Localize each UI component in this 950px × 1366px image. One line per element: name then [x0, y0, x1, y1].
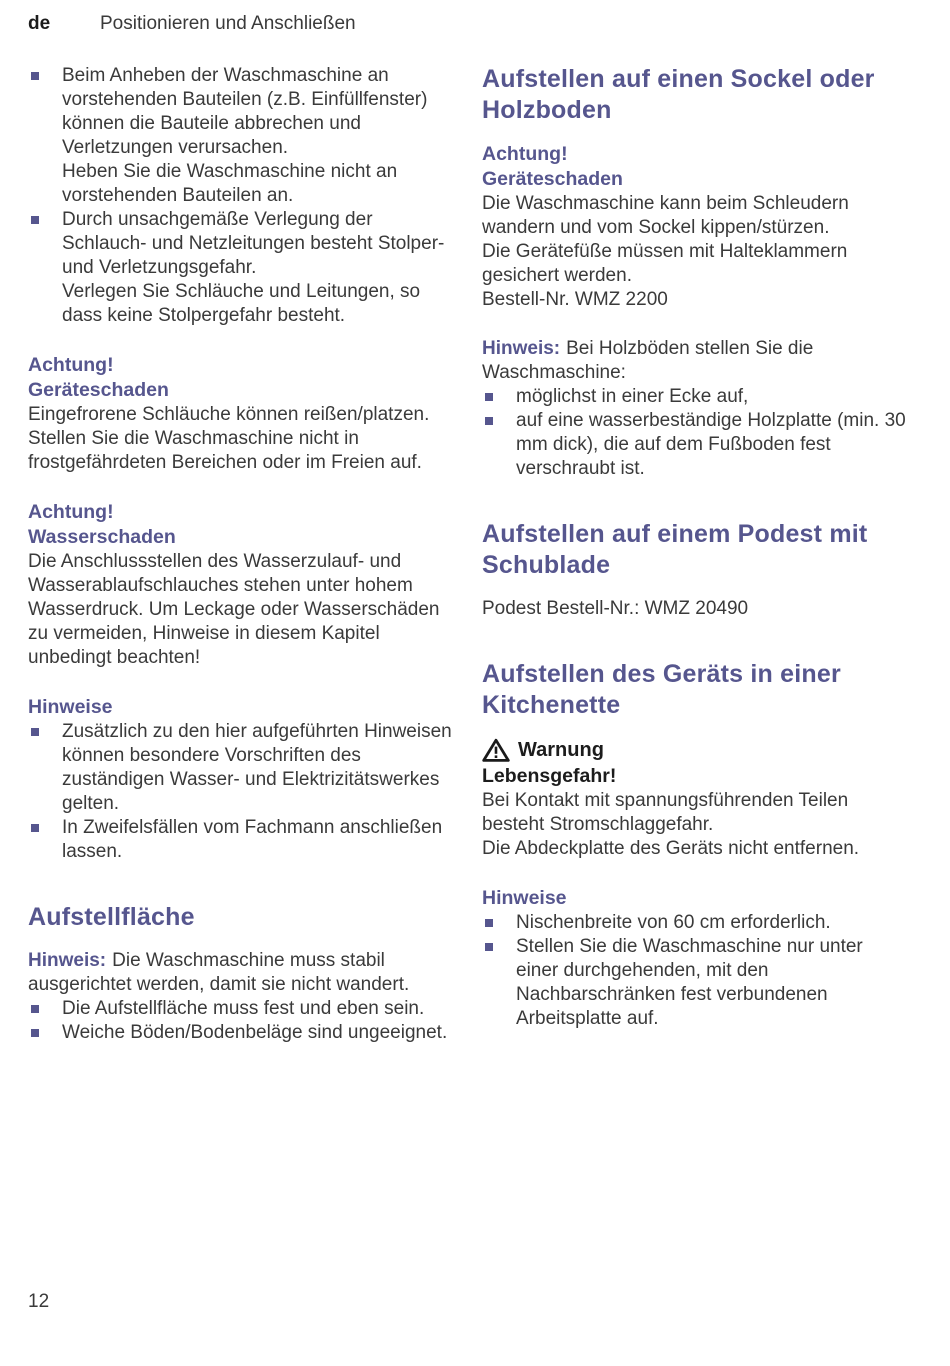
bullet-square-icon — [31, 728, 39, 736]
bullet-text-group — [516, 385, 748, 409]
list-item — [28, 1021, 452, 1045]
attention-section-water — [28, 500, 452, 670]
notes-heading: Hinweise — [28, 696, 113, 718]
bullet-text-group — [62, 1021, 447, 1045]
attention-section-plinth — [482, 142, 906, 312]
notes-bullet-list — [28, 720, 452, 864]
bullet-text: möglichst in einer Ecke auf, — [516, 386, 749, 407]
paragraph: Die Abdeckplatte des Geräts nicht entfernen. — [482, 838, 860, 859]
kitchenette-notes-section — [482, 886, 906, 1031]
left-column — [28, 64, 452, 1045]
page-number: 12 — [28, 1291, 50, 1312]
warning-header — [482, 737, 906, 763]
section-title-kitchenette: Aufstellen des Geräts in einer Kitchenette — [482, 660, 841, 719]
surface-bullet-list — [28, 997, 452, 1045]
section-title-sockel: Aufstellen auf einen Sockel oder Holzboden — [482, 65, 875, 124]
bullet-text-group — [62, 208, 452, 328]
bullet-text: Weiche Böden/Bodenbeläge sind ungeeignet. — [62, 1022, 448, 1043]
list-item — [482, 385, 906, 409]
bullet-text: auf eine wasserbeständige Holzplatte (min. 30 mm dick), die auf dem Fußboden fest verschraubt ist. — [516, 410, 906, 479]
bullet-text: Die Aufstellfläche muss fest und eben sein. — [62, 998, 425, 1019]
paragraph: Die Waschmaschine kann beim Schleudern wandern und vom Sockel kippen/stürzen. — [482, 193, 849, 238]
paragraph: Die Anschlussstellen des Wasserzulauf- und Wasserablaufschlauches stehen unter hohem Wasserdruck. Um Leckage oder Wasserschäden zu vermeiden, Hinweise in diesem Kapitel unbedingt beachten! — [28, 551, 440, 668]
bullet-text-group — [62, 720, 452, 816]
list-item — [482, 935, 906, 1031]
list-item — [28, 720, 452, 816]
bullet-text-group — [62, 816, 452, 864]
content-columns — [28, 64, 906, 1045]
paragraph: Eingefrorene Schläuche können reißen/platzen. — [28, 404, 430, 425]
bullet-square-icon — [31, 1029, 39, 1037]
bullet-square-icon — [485, 393, 493, 401]
section-title-aufstellflaeche: Aufstellfläche — [28, 903, 195, 931]
bullet-square-icon — [31, 216, 39, 224]
warning-block — [482, 737, 906, 861]
note-label: Hinweis: — [28, 950, 107, 971]
bullet-square-icon — [485, 417, 493, 425]
note-paragraph — [28, 949, 452, 997]
list-item — [482, 911, 906, 935]
bullet-square-icon — [31, 72, 39, 80]
paragraph: Die Gerätefüße müssen mit Halteklammern gesichert werden. — [482, 241, 848, 286]
section-title-podest: Aufstellen auf einem Podest mit Schublade — [482, 520, 868, 579]
bullet-text-group — [62, 997, 424, 1021]
notes-heading: Hinweise — [482, 887, 567, 909]
bullet-text: Nischenbreite von 60 cm erforderlich. — [516, 912, 831, 933]
bullet-square-icon — [31, 824, 39, 832]
bullet-text: Heben Sie die Waschmaschine nicht an vorstehenden Bauteilen an. — [62, 161, 398, 206]
notes-section — [28, 695, 452, 864]
bullet-square-icon — [485, 943, 493, 951]
list-item — [28, 208, 452, 328]
list-item — [28, 997, 452, 1021]
warning-bullet-list — [28, 64, 452, 328]
bullet-text: Stellen Sie die Waschmaschine nur unter einer durchgehenden, mit den Nachbarschränken fest verbundenen Arbeitsplatte auf. — [516, 936, 863, 1029]
list-item — [28, 816, 452, 864]
bullet-text-group — [516, 409, 906, 481]
bullet-text: Beim Anheben der Waschmaschine an vorstehenden Bauteilen (z.B. Einfüllfenster) können die Bauteile abbrechen und Verletzungen verursachen. — [62, 65, 428, 158]
attention-subheading: Geräteschaden — [28, 379, 169, 401]
attention-subheading: Geräteschaden — [482, 168, 623, 190]
attention-heading: Achtung! — [482, 143, 568, 165]
paragraph: Stellen Sie die Waschmaschine nicht in frostgefährdeten Bereichen oder im Freien auf. — [28, 428, 422, 473]
plinth-bullet-list — [482, 385, 906, 481]
bullet-square-icon — [31, 1005, 39, 1013]
bullet-square-icon — [485, 919, 493, 927]
bullet-text: Durch unsachgemäße Verlegung der Schlauch- und Netzleitungen besteht Stolper- und Verletzungsgefahr. — [62, 209, 445, 278]
language-code: de — [28, 13, 51, 34]
warning-subtitle: Lebensgefahr! — [482, 765, 617, 787]
attention-heading: Achtung! — [28, 501, 114, 523]
right-column — [482, 64, 906, 1045]
page-header — [28, 12, 906, 36]
attention-section-frost — [28, 353, 452, 475]
note-label: Hinweis: — [482, 338, 561, 359]
warning-label: Warnung — [518, 739, 604, 761]
bullet-text-group — [62, 64, 452, 208]
bullet-text-group — [516, 911, 831, 935]
list-item — [482, 409, 906, 481]
attention-subheading: Wasserschaden — [28, 526, 176, 548]
bullet-text-group — [516, 935, 906, 1031]
pedestal-order-number: Podest Bestell-Nr.: WMZ 20490 — [482, 598, 749, 619]
chapter-title: Positionieren und Anschließen — [100, 13, 356, 34]
bullet-text: In Zweifelsfällen vom Fachmann anschließen lassen. — [62, 817, 443, 862]
paragraph: Bei Kontakt mit spannungsführenden Teilen besteht Stromschlaggefahr. — [482, 790, 849, 835]
kitchenette-bullet-list — [482, 911, 906, 1031]
plinth-note-block — [482, 337, 906, 481]
note-text: Bei Holzböden stellen Sie die Waschmaschine: — [482, 338, 814, 383]
bullet-text: Zusätzlich zu den hier aufgeführten Hinweisen können besondere Vorschriften des zuständigen Wasser- und Elektrizitätswerkes gelten. — [62, 721, 452, 814]
note-text: Die Waschmaschine muss stabil ausgerichtet werden, damit sie nicht wandert. — [28, 950, 410, 995]
attention-heading: Achtung! — [28, 354, 114, 376]
page-footer — [28, 1290, 906, 1320]
order-number: Bestell-Nr. WMZ 2200 — [482, 289, 668, 310]
warning-triangle-icon — [482, 738, 510, 763]
bullet-text: Verlegen Sie Schläuche und Leitungen, so dass keine Stolpergefahr besteht. — [62, 281, 421, 326]
note-paragraph — [482, 337, 906, 385]
list-item — [28, 64, 452, 208]
